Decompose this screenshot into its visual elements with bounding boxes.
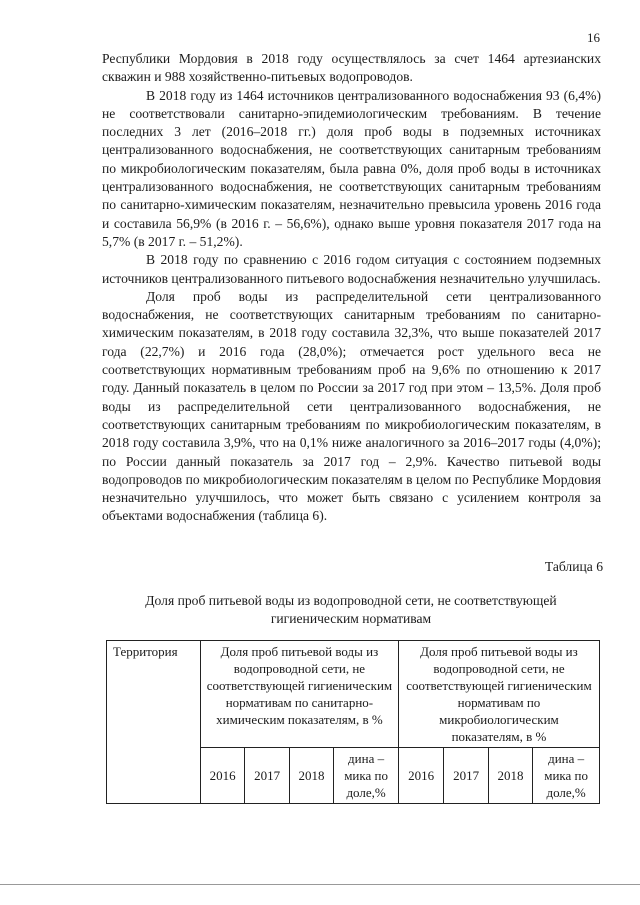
- subheader-chem-2016: 2016: [200, 748, 244, 804]
- subheader-micro-2018: 2018: [488, 748, 532, 804]
- paragraph-3: В 2018 году по сравнению с 2016 годом ситуация с состоянием подземных источников централизованного питьевого водоснабжения незначительно улучшилась.: [102, 252, 601, 286]
- body-text: [102, 50, 601, 526]
- page-number: 16: [587, 30, 600, 45]
- column-group-chemical: Доля проб питьевой воды из водопроводной сети, не соответствующей гигиеническим нормативам по санитарно-химическим показателям, в %: [200, 641, 398, 748]
- subheader-micro-2016: 2016: [398, 748, 443, 804]
- table-header-row: [107, 641, 600, 748]
- subheader-micro-2017: 2017: [444, 748, 488, 804]
- column-header-territory: Территория: [107, 641, 201, 804]
- subheader-micro-dynamics: дина – мика по доле,%: [533, 748, 600, 804]
- subheader-chem-2018: 2018: [289, 748, 333, 804]
- data-table: [106, 640, 600, 804]
- paragraph-4: Доля проб воды из распределительной сети централизованного водоснабжения, не соответствующих санитарным требованиям по санитарно-химическим показателям, в 2018 году составила 32,3%, что выше показателей 2017 года (22,7%) и 2016 года (28,0%); отмечается рост удельного веса не соответствующих нормативным требованиям проб на 9,6% по отношению к 2017 году. Данный показатель в целом по России за 2017 год при этом – 13,5%. Доля проб воды из распределительной сети централизованного водоснабжения, не соответствующих санитарным требованиям по микробиологическим показателям, в 2018 году составила 3,9%, что на 0,1% ниже аналогичного за 2016–2017 годы (4,0%); по России данный показатель за 2017 год – 2,9%. Качество питьевой воды водопроводов по микробиологическим показателям в целом по Республике Мордовия незначительно улучшилось, что может быть связано с усилением контроля за объектами водоснабжения (таблица 6).: [102, 288, 601, 524]
- paragraph-1: Республики Мордовия в 2018 году осуществлялось за счет 1464 артезианских скважин и 988 хозяйственно-питьевых водопроводов.: [102, 51, 601, 85]
- column-group-microbiological: Доля проб питьевой воды из водопроводной сети, не соответствующей гигиеническим нормативам по микробиологическим показателям, в %: [398, 641, 599, 748]
- table-number-label: Таблица 6: [544, 559, 603, 574]
- subheader-chem-2017: 2017: [245, 748, 289, 804]
- paragraph-2: В 2018 году из 1464 источников централизованного водоснабжения 93 (6,4%) не соответствовали санитарно-эпидемиологическим требованиям. В течение последних 3 лет (2016–2018 гг.) доля проб воды в подземных источниках централизованного водоснабжения, не соответствующих санитарным требованиям по микробиологическим показателям, была равна 0%, доля проб воды в источниках централизованного водоснабжения, не соответствующих санитарным требованиям по санитарно-химическим показателям, незначительно превысила уровень 2016 года и составила 56,9% (в 2016 г. – 56,6%), однако выше уровня показателя 2017 года на 5,7% (в 2017 г. – 51,2%).: [102, 87, 601, 249]
- subheader-chem-dynamics: дина – мика по доле,%: [334, 748, 399, 804]
- table-caption: Доля проб питьевой воды из водопроводной сети, не соответствующей гигиеническим нормативам: [145, 593, 557, 626]
- page-bottom-edge: [0, 884, 640, 885]
